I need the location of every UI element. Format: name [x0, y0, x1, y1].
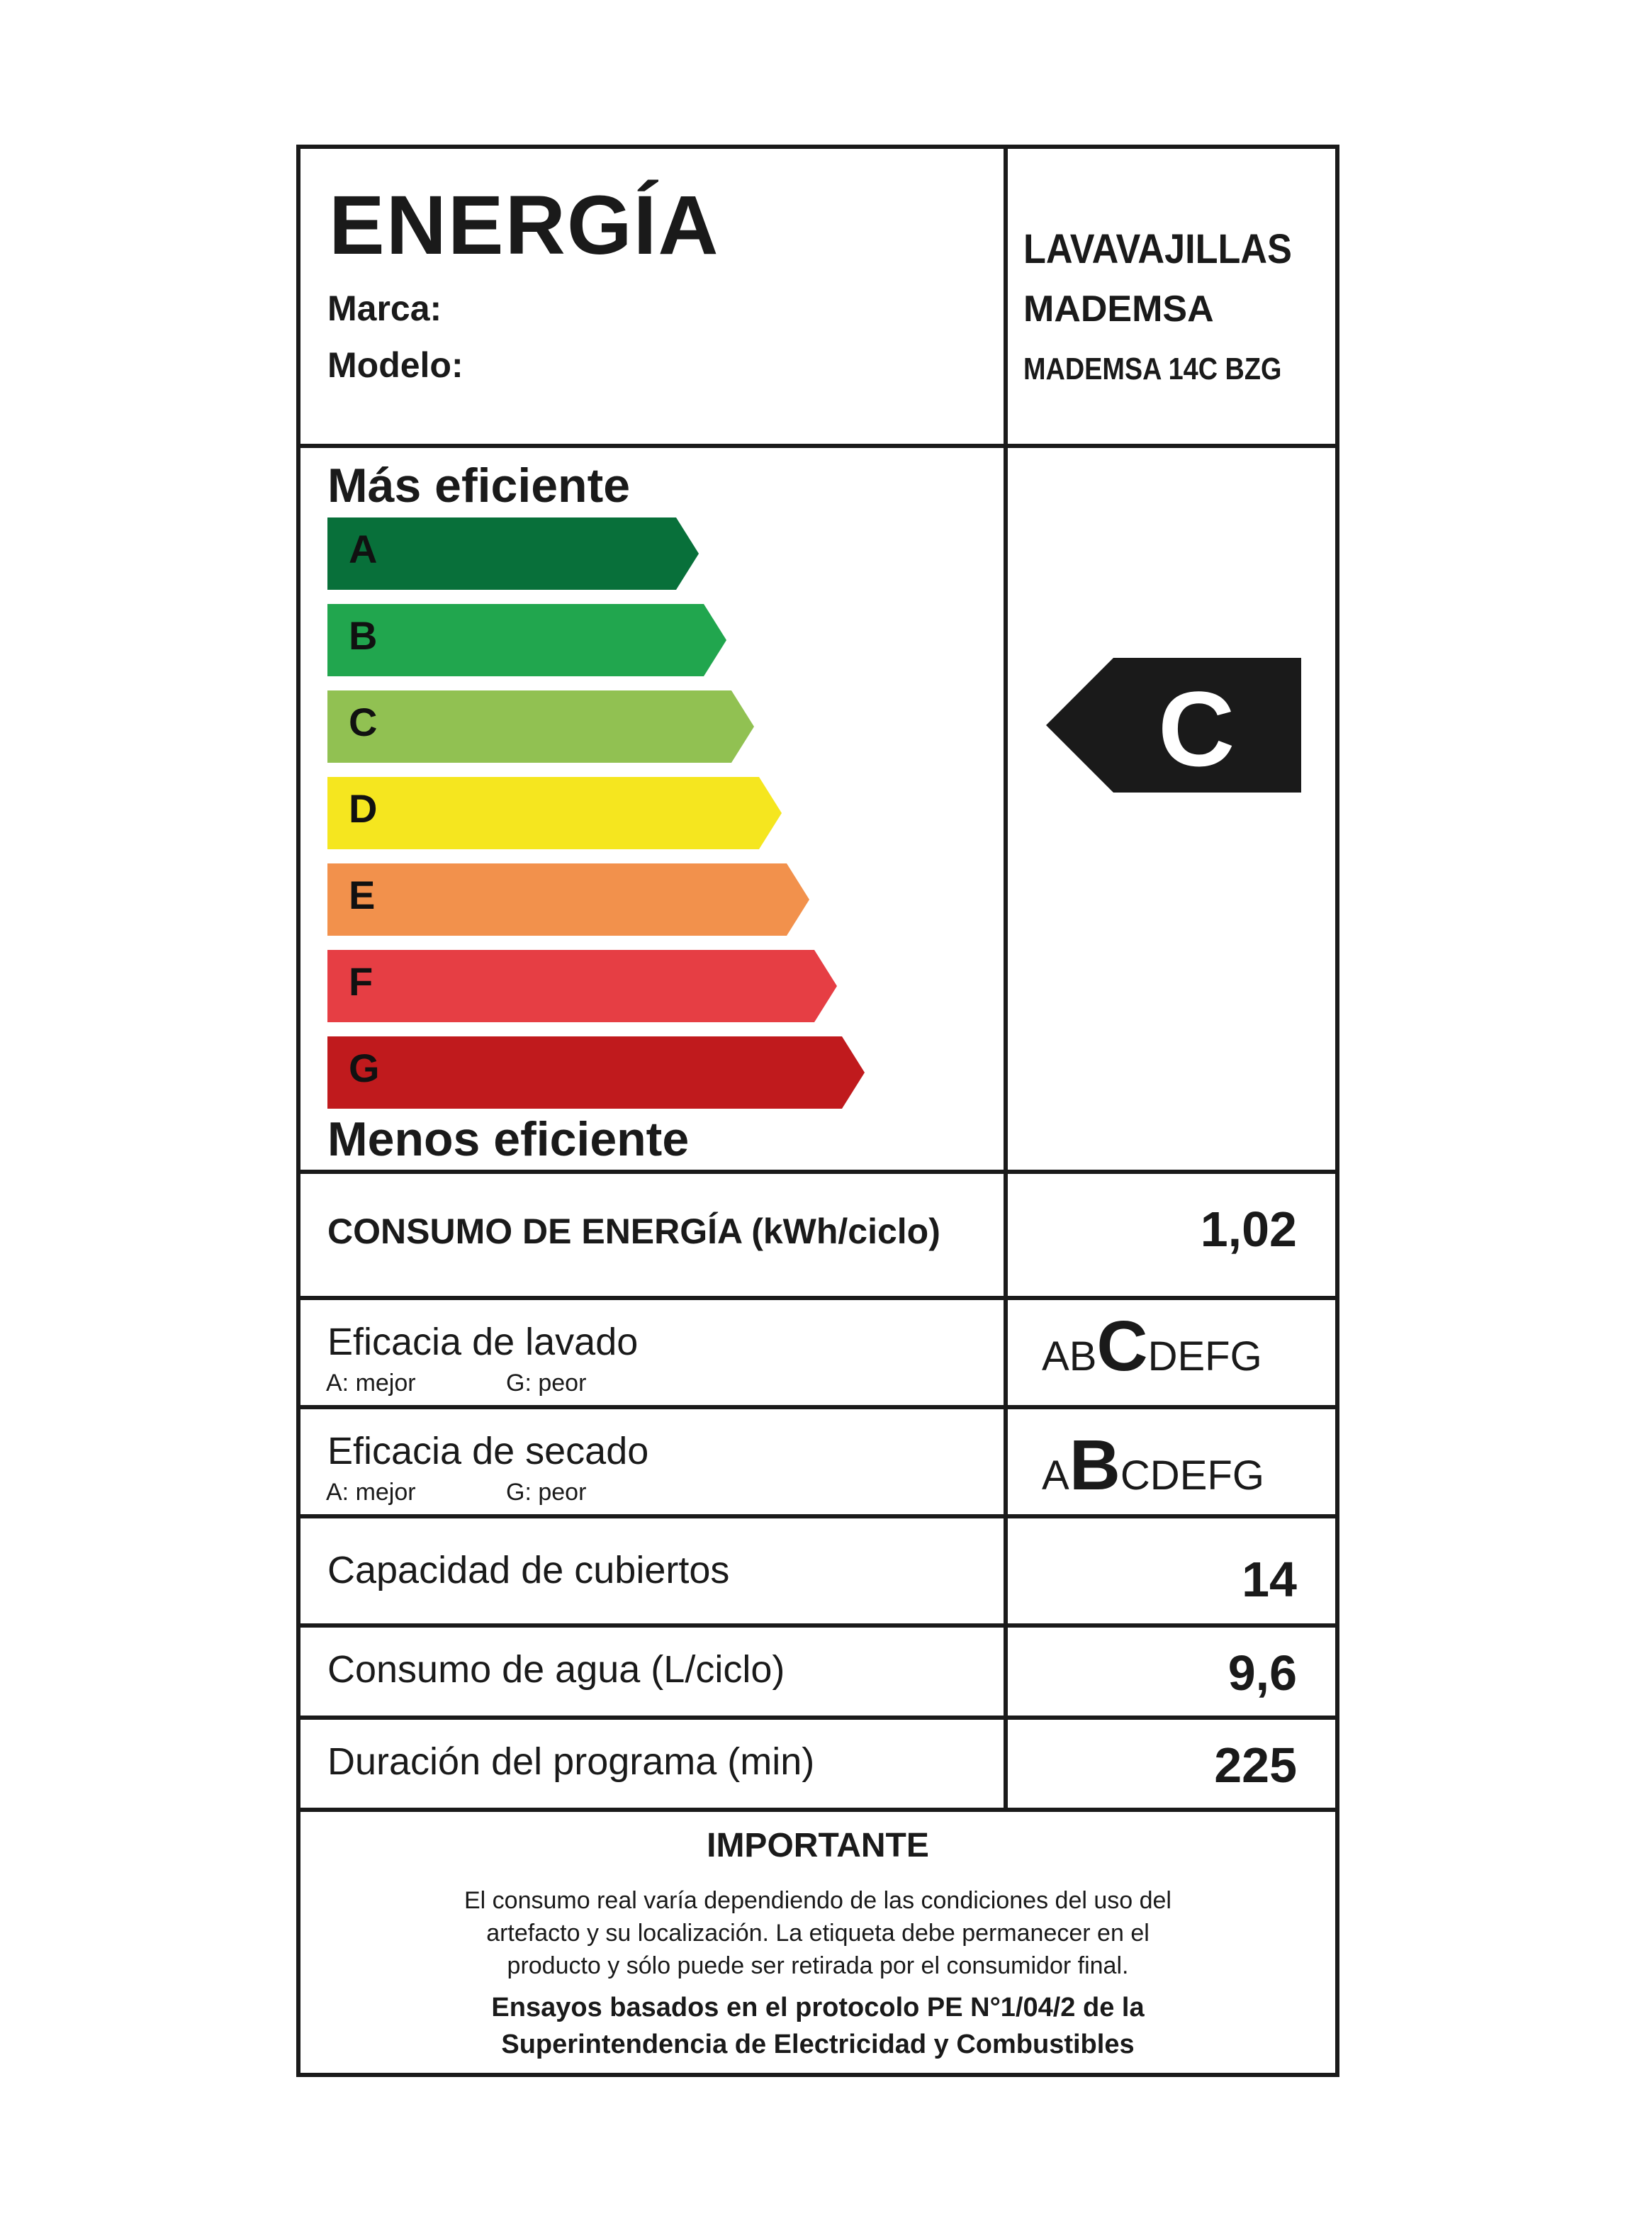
efficiency-letter: G	[1232, 1453, 1264, 1499]
wash-efficiency-letters	[1042, 1306, 1262, 1387]
important-note-line: artefacto y su localización. La etiqueta debe permanecer en el	[486, 1920, 1150, 1947]
important-note-line: producto y sólo puede ser retirada por el consumidor final.	[507, 1952, 1129, 1979]
efficiency-bar-e	[327, 863, 809, 936]
efficiency-letter: C	[1096, 1306, 1148, 1386]
divider	[300, 1296, 1335, 1300]
protocol-note-line: Superintendencia de Electricidad y Combustibles	[501, 2030, 1135, 2059]
divider	[300, 1405, 1335, 1409]
least-efficient-label: Menos eficiente	[327, 1112, 690, 1166]
dry-efficiency-label: Eficacia de secado	[327, 1430, 649, 1472]
water-consumption-value: 9,6	[1227, 1645, 1297, 1701]
brand-label: Marca:	[327, 289, 442, 328]
efficiency-bar-letter: E	[349, 873, 376, 917]
efficiency-letter: B	[1069, 1333, 1097, 1379]
wash-best-note: A: mejor	[326, 1370, 416, 1397]
program-duration-value: 225	[1214, 1737, 1297, 1793]
efficiency-letter: B	[1069, 1426, 1120, 1505]
column-divider	[1004, 149, 1008, 1808]
brand-value: MADEMSA	[1023, 289, 1214, 330]
efficiency-letter: D	[1147, 1333, 1178, 1379]
efficiency-letter: F	[1207, 1453, 1232, 1499]
efficiency-bar-g	[327, 1036, 865, 1109]
efficiency-letter: F	[1205, 1333, 1230, 1379]
important-title: IMPORTANTE	[707, 1827, 929, 1864]
divider	[300, 1808, 1335, 1812]
divider	[300, 444, 1335, 448]
most-efficient-label: Más eficiente	[327, 459, 631, 513]
efficiency-bar-letter: G	[349, 1046, 380, 1090]
important-note-line: El consumo real varía dependiendo de las condiciones del uso del	[464, 1887, 1171, 1914]
efficiency-letter: A	[1042, 1333, 1069, 1379]
wash-efficiency-label: Eficacia de lavado	[327, 1321, 639, 1363]
efficiency-bar-f	[327, 950, 837, 1022]
efficiency-bar-shape	[327, 690, 754, 763]
efficiency-bar-letter: B	[349, 613, 378, 658]
divider	[300, 1170, 1335, 1174]
efficiency-bar-shape	[327, 863, 809, 936]
capacity-value: 14	[1242, 1552, 1297, 1607]
efficiency-bar-c	[327, 690, 754, 763]
dry-best-note: A: mejor	[326, 1479, 416, 1506]
label-title: ENERGÍA	[329, 179, 720, 272]
efficiency-bar-shape	[327, 604, 726, 676]
efficiency-letter: D	[1150, 1453, 1180, 1499]
efficiency-letter: G	[1230, 1333, 1262, 1379]
capacity-label: Capacidad de cubiertos	[327, 1549, 730, 1591]
dry-efficiency-letters	[1042, 1425, 1264, 1506]
efficiency-bar-shape	[327, 1036, 865, 1109]
rating-pointer	[1046, 658, 1301, 793]
efficiency-bar-letter: F	[349, 959, 373, 1004]
energy-label	[296, 145, 1339, 2077]
efficiency-letter: E	[1177, 1333, 1206, 1379]
divider	[300, 1716, 1335, 1720]
protocol-note-line: Ensayos basados en el protocolo PE N°1/04/2 de la	[491, 1993, 1145, 2022]
efficiency-bar-shape	[327, 517, 699, 590]
efficiency-bar-letter: D	[349, 786, 378, 831]
rating-letter: C	[1158, 669, 1235, 788]
model-label: Modelo:	[327, 345, 463, 385]
dry-worst-note: G: peor	[506, 1479, 587, 1506]
divider	[300, 1623, 1335, 1628]
efficiency-bar-a	[327, 517, 699, 590]
efficiency-bar-shape	[327, 950, 837, 1022]
efficiency-letter: A	[1042, 1453, 1069, 1499]
efficiency-letter: E	[1179, 1453, 1208, 1499]
water-consumption-label: Consumo de agua (L/ciclo)	[327, 1648, 785, 1691]
model-value: MADEMSA 14C BZG	[1023, 352, 1282, 386]
efficiency-bar-shape	[327, 777, 782, 849]
energy-consumption-value: 1,02	[1200, 1202, 1297, 1257]
efficiency-bar-d	[327, 777, 782, 849]
divider	[300, 1514, 1335, 1518]
energy-consumption-label: CONSUMO DE ENERGÍA (kWh/ciclo)	[327, 1211, 940, 1251]
wash-worst-note: G: peor	[506, 1370, 587, 1397]
product-type: LAVAVAJILLAS	[1023, 226, 1292, 272]
efficiency-bar-letter: A	[349, 527, 378, 571]
efficiency-bar-letter: C	[349, 700, 378, 744]
program-duration-label: Duración del programa (min)	[327, 1740, 815, 1783]
efficiency-letter: C	[1120, 1453, 1150, 1499]
efficiency-bar-b	[327, 604, 726, 676]
